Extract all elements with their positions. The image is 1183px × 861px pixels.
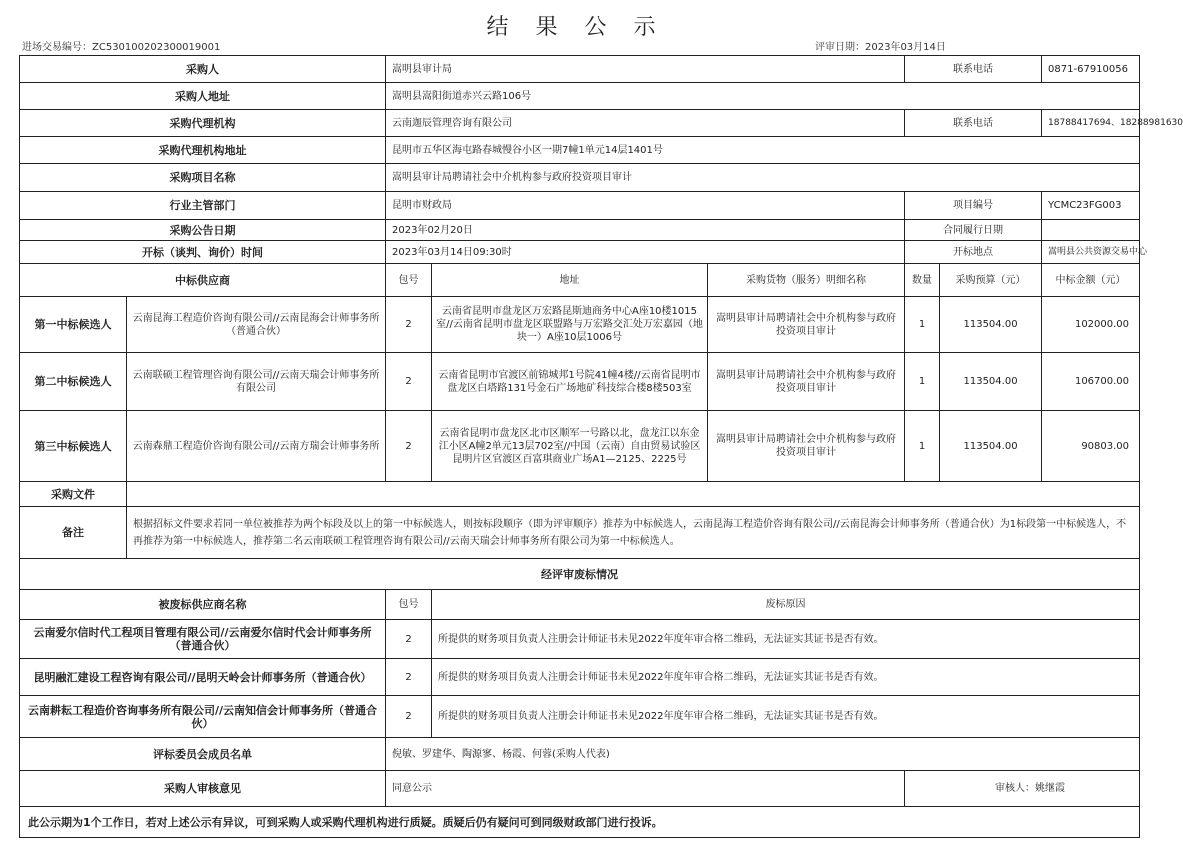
header-rejected-reason: 废标原因: [432, 590, 1140, 620]
winner-budget: 113504.00: [940, 353, 1042, 411]
winner-budget: 113504.00: [940, 297, 1042, 353]
open-place-label: 开标地点: [905, 241, 1042, 264]
row-dept: [20, 192, 1140, 220]
rejected-lot: 2: [386, 659, 432, 696]
footer-notice: 此公示期为1个工作日，若对上述公示有异议，可到采购人或采购代理机构进行质疑。质疑后仍有疑问可到同级财政部门进行投诉。: [20, 807, 1140, 838]
winner-budget: 113504.00: [940, 411, 1042, 482]
transaction-number: 进场交易编号：ZC530100202300019001: [22, 42, 221, 53]
header-amount: 中标金额（元）: [1042, 264, 1140, 297]
header-goods: 采购货物（服务）明细名称: [708, 264, 905, 297]
agency-address-label: 采购代理机构地址: [20, 137, 386, 164]
committee-members: 倪敏、罗建华、陶源寥、杨霞、何蓉(采购人代表): [386, 738, 1140, 771]
rejected-lot: 2: [386, 696, 432, 738]
winner-header-row: [20, 264, 1140, 297]
row-agency-address: [20, 137, 1140, 164]
rejected-lot: 2: [386, 620, 432, 659]
purchaser-address-label: 采购人地址: [20, 83, 386, 110]
header-address: 地址: [432, 264, 708, 297]
header-qty: 数量: [905, 264, 940, 297]
header-rejected-lot: 包号: [386, 590, 432, 620]
row-remark: [20, 507, 1140, 559]
rejected-row: [20, 659, 1140, 696]
rejected-reason: 所提供的财务项目负责人注册会计师证书未见2022年度年审合格二维码，无法证实其证书是否有效。: [432, 620, 1140, 659]
rejected-supplier: 昆明融汇建设工程咨询有限公司//昆明天岭会计师事务所（普通合伙）: [20, 659, 386, 696]
remark-text: 根据招标文件要求若同一单位被推荐为两个标段及以上的第一中标候选人，则按标段顺序（即为评审顺序）推荐为中标候选人，云南昆海工程造价咨询有限公司//云南昆海会计师事务所（普通合伙）为1标段第一中标候选人，不再推荐为第一中标候选人，推荐第二名云南联硕工程管理咨询有限公司//云南天瑞会计师事务所有限公司为第一中标候选人。: [127, 507, 1140, 559]
purchaser-value: 嵩明县审计局: [386, 56, 905, 83]
winner-goods: 嵩明县审计局聘请社会中介机构参与政府投资项目审计: [708, 411, 905, 482]
dept-label: 行业主管部门: [20, 192, 386, 220]
row-notice-date: [20, 220, 1140, 241]
opinion-label: 采购人审核意见: [20, 771, 386, 807]
notice-date: 2023年02月20日: [386, 220, 905, 241]
winner-supplier: 云南昆海工程造价咨询有限公司//云南昆海会计师事务所（普通合伙）: [127, 297, 386, 353]
dept-value: 昆明市财政局: [386, 192, 905, 220]
winner-rank: 第二中标候选人: [20, 353, 127, 411]
row-review-section: [20, 559, 1140, 590]
winner-address: 云南省昆明市官渡区前锦城邦1号院41幢4楼//云南省昆明市盘龙区白塔路131号金石广场地矿科技综合楼8楼503室: [432, 353, 708, 411]
committee-label: 评标委员会成员名单: [20, 738, 386, 771]
winner-amount: 106700.00: [1042, 353, 1140, 411]
winner-qty: 1: [905, 353, 940, 411]
contract-date: [1042, 220, 1140, 241]
winner-amount: 102000.00: [1042, 297, 1140, 353]
rejected-row: [20, 696, 1140, 738]
winner-lot: 2: [386, 353, 432, 411]
header-lot: 包号: [386, 264, 432, 297]
winner-rank: 第三中标候选人: [20, 411, 127, 482]
row-project-name: [20, 164, 1140, 192]
winner-row: [20, 353, 1140, 411]
winner-rank: 第一中标候选人: [20, 297, 127, 353]
project-name-label: 采购项目名称: [20, 164, 386, 192]
winner-amount: 90803.00: [1042, 411, 1140, 482]
winner-supplier: 云南联硕工程管理咨询有限公司//云南天瑞会计师事务所有限公司: [127, 353, 386, 411]
winner-qty: 1: [905, 297, 940, 353]
notice-date-label: 采购公告日期: [20, 220, 386, 241]
row-committee: [20, 738, 1140, 771]
header-supplier: 中标供应商: [20, 264, 386, 297]
review-date: 评审日期：2023年03月14日: [815, 42, 946, 53]
row-purchaser-address: [20, 83, 1140, 110]
winner-qty: 1: [905, 411, 940, 482]
rejected-reason: 所提供的财务项目负责人注册会计师证书未见2022年度年审合格二维码，无法证实其证书是否有效。: [432, 696, 1140, 738]
row-agency: [20, 110, 1140, 137]
winner-address: 云南省昆明市盘龙区万宏路昆斯迪商务中心A座10楼1015室//云南省昆明市盘龙区联盟路与万宏路交汇处万宏嘉园（地块一）A座10层1006号: [432, 297, 708, 353]
header-budget: 采购预算（元）: [940, 264, 1042, 297]
purchaser-label: 采购人: [20, 56, 386, 83]
project-number-label: 项目编号: [905, 192, 1042, 220]
winner-row: [20, 411, 1140, 482]
page-title: 结 果 公 示: [486, 15, 666, 40]
row-procurement-docs: [20, 482, 1140, 507]
purchaser-phone: 0871-67910056: [1042, 56, 1140, 83]
winner-row: [20, 297, 1140, 353]
row-open-time: [20, 241, 1140, 264]
docs-value: [127, 482, 1140, 507]
project-number: YCMC23FG003: [1042, 192, 1140, 220]
rejected-supplier: 云南爱尔信时代工程项目管理有限公司//云南爱尔信时代会计师事务所（普通合伙）: [20, 620, 386, 659]
opinion-value: 同意公示: [386, 771, 905, 807]
rejected-header-row: [20, 590, 1140, 620]
open-place: 嵩明县公共资源交易中心: [1042, 241, 1140, 264]
agency-phone: 18788417694、18288981630: [1042, 110, 1140, 137]
agency-label: 采购代理机构: [20, 110, 386, 137]
result-table: [19, 55, 1183, 838]
row-footer: [20, 807, 1140, 838]
review-section-title: 经评审废标情况: [20, 559, 1140, 590]
winner-lot: 2: [386, 411, 432, 482]
winner-address: 云南省昆明市盘龙区北市区顺军一号路以北，盘龙江以东金江小区A幢2单元13层702室//中国（云南）自由贸易试验区昆明片区官渡区百富琪商业广场A1—2125、2225号: [432, 411, 708, 482]
agency-phone-label: 联系电话: [905, 110, 1042, 137]
winner-lot: 2: [386, 297, 432, 353]
remark-label: 备注: [20, 507, 127, 559]
row-opinion: [20, 771, 1140, 807]
agency-address: 昆明市五华区海屯路春城慢谷小区一期7幢1单元14层1401号: [386, 137, 1140, 164]
docs-label: 采购文件: [20, 482, 127, 507]
winner-supplier: 云南森鼎工程造价咨询有限公司//云南方瑞会计师事务所: [127, 411, 386, 482]
purchaser-phone-label: 联系电话: [905, 56, 1042, 83]
rejected-supplier: 云南耕耘工程造价咨询事务所有限公司//云南知信会计师事务所（普通合伙）: [20, 696, 386, 738]
contract-date-label: 合同履行日期: [905, 220, 1042, 241]
winner-goods: 嵩明县审计局聘请社会中介机构参与政府投资项目审计: [708, 353, 905, 411]
winner-goods: 嵩明县审计局聘请社会中介机构参与政府投资项目审计: [708, 297, 905, 353]
open-time-label: 开标（谈判、询价）时间: [20, 241, 386, 264]
header-rejected-supplier: 被废标供应商名称: [20, 590, 386, 620]
project-name: 嵩明县审计局聘请社会中介机构参与政府投资项目审计: [386, 164, 1140, 192]
agency-value: 云南迦辰管理咨询有限公司: [386, 110, 905, 137]
rejected-row: [20, 620, 1140, 659]
reviewer: 审核人：姚继霞: [905, 771, 1140, 807]
purchaser-address: 嵩明县嵩阳街道赤兴云路106号: [386, 83, 1140, 110]
rejected-reason: 所提供的财务项目负责人注册会计师证书未见2022年度年审合格二维码，无法证实其证书是否有效。: [432, 659, 1140, 696]
open-time: 2023年03月14日09:30时: [386, 241, 905, 264]
row-purchaser: [20, 56, 1140, 83]
